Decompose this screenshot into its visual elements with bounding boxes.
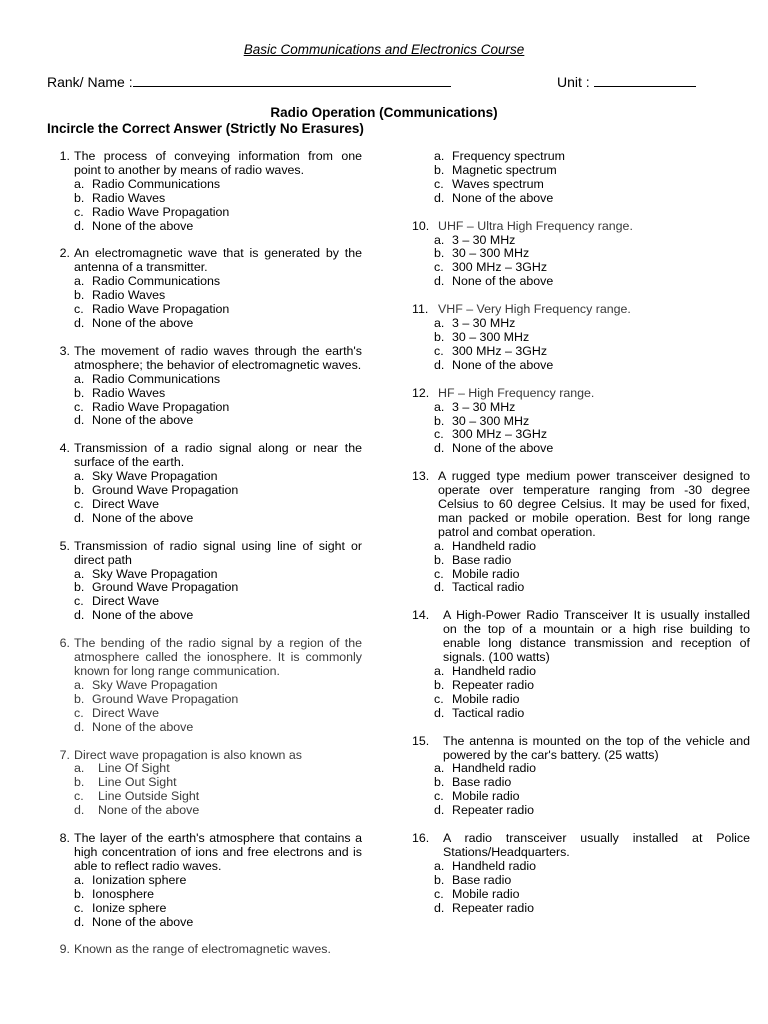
option-c[interactable] bbox=[74, 902, 362, 916]
option-text: 3 – 30 MHz bbox=[452, 232, 516, 247]
question-10 bbox=[412, 220, 750, 290]
option-b[interactable] bbox=[434, 554, 750, 568]
right-column bbox=[412, 150, 750, 930]
option-text: None of the above bbox=[92, 413, 194, 428]
option-text: 3 – 30 MHz bbox=[452, 399, 516, 414]
question-number: 3. bbox=[59, 343, 70, 358]
option-c[interactable] bbox=[434, 345, 750, 359]
option-letter: a. bbox=[74, 566, 85, 581]
option-letter: c. bbox=[74, 496, 84, 511]
option-b[interactable] bbox=[74, 776, 362, 790]
option-letter: d. bbox=[434, 803, 445, 818]
option-d[interactable] bbox=[434, 192, 750, 206]
option-d[interactable] bbox=[434, 707, 750, 721]
question-stem: Transmission of radio signal using line of sight or direct path bbox=[74, 538, 362, 567]
option-letter: b. bbox=[74, 483, 85, 498]
option-a[interactable] bbox=[434, 762, 750, 776]
option-text: Radio Communications bbox=[92, 274, 221, 289]
option-list bbox=[48, 373, 362, 429]
option-text: Sky Wave Propagation bbox=[92, 677, 218, 692]
option-text: None of the above bbox=[452, 274, 554, 289]
option-letter: b. bbox=[74, 190, 85, 205]
question-7 bbox=[48, 749, 362, 819]
option-letter: c. bbox=[74, 705, 84, 720]
option-letter: b. bbox=[434, 872, 445, 887]
option-letter: d. bbox=[74, 315, 85, 330]
question-2 bbox=[48, 247, 362, 330]
option-text: Radio Waves bbox=[92, 190, 166, 205]
option-letter: b. bbox=[434, 329, 445, 344]
option-list bbox=[412, 665, 750, 721]
option-letter: d. bbox=[434, 705, 445, 720]
question-number: 1. bbox=[59, 149, 70, 163]
question-number: 12. bbox=[412, 385, 430, 400]
option-c[interactable] bbox=[434, 261, 750, 275]
question-12 bbox=[412, 387, 750, 457]
option-text: Radio Wave Propagation bbox=[92, 399, 230, 414]
option-a[interactable] bbox=[74, 679, 362, 693]
option-text: Waves spectrum bbox=[452, 176, 544, 191]
option-letter: a. bbox=[434, 399, 445, 414]
question-number: 15. bbox=[412, 733, 430, 748]
option-d[interactable] bbox=[74, 512, 362, 526]
question-1 bbox=[48, 150, 362, 233]
option-text: Radio Communications bbox=[92, 176, 221, 191]
question-number: 5. bbox=[59, 538, 70, 553]
option-text: None of the above bbox=[452, 357, 554, 372]
option-b[interactable] bbox=[434, 415, 750, 429]
option-list bbox=[412, 540, 750, 596]
option-text: 30 – 300 MHz bbox=[452, 413, 530, 428]
option-list bbox=[48, 470, 362, 526]
option-letter: d. bbox=[434, 357, 445, 372]
option-letter: c. bbox=[74, 204, 84, 219]
course-title: Basic Communications and Electronics Course bbox=[243, 42, 525, 57]
question-stem: The process of conveying information from one point to another by means of radio waves. bbox=[74, 149, 362, 177]
instruction-text: Incircle the Correct Answer (Strictly No Erasures) bbox=[47, 121, 364, 136]
option-d[interactable] bbox=[74, 220, 362, 234]
option-letter: a. bbox=[74, 371, 85, 386]
question-5 bbox=[48, 540, 362, 623]
option-text: None of the above bbox=[92, 218, 194, 233]
option-letter: b. bbox=[74, 691, 85, 706]
option-text: Ionosphere bbox=[92, 886, 155, 901]
option-d[interactable] bbox=[434, 804, 750, 818]
option-list bbox=[412, 401, 750, 457]
option-d[interactable] bbox=[74, 721, 362, 735]
option-text: Handheld radio bbox=[452, 858, 537, 873]
option-letter: d. bbox=[434, 274, 445, 289]
question-stem: The antenna is mounted on the top of the vehicle and powered by the car's battery. (25 watts) bbox=[443, 733, 750, 762]
option-letter: d. bbox=[74, 218, 85, 233]
question-8 bbox=[48, 832, 362, 929]
option-letter: a. bbox=[74, 872, 85, 887]
option-letter: c. bbox=[74, 900, 84, 915]
option-c[interactable] bbox=[74, 303, 362, 317]
option-letter: d. bbox=[74, 608, 85, 623]
option-text: None of the above bbox=[92, 608, 194, 623]
option-letter: b. bbox=[434, 552, 445, 567]
option-letter: d. bbox=[74, 510, 85, 525]
option-list bbox=[412, 762, 750, 818]
option-letter: b. bbox=[74, 288, 85, 303]
option-text: Frequency spectrum bbox=[452, 149, 565, 163]
option-letter: a. bbox=[434, 761, 445, 776]
option-letter: a. bbox=[74, 176, 85, 191]
option-b[interactable] bbox=[74, 693, 362, 707]
option-a[interactable] bbox=[434, 540, 750, 554]
option-a[interactable] bbox=[434, 150, 750, 164]
option-letter: d. bbox=[74, 719, 85, 734]
question-number: 2. bbox=[59, 246, 70, 261]
option-b[interactable] bbox=[434, 874, 750, 888]
option-text: 300 MHz – 3GHz bbox=[452, 260, 548, 275]
option-b[interactable] bbox=[74, 484, 362, 498]
option-text: Tactical radio bbox=[452, 580, 525, 595]
option-c[interactable] bbox=[74, 206, 362, 220]
option-letter: b. bbox=[74, 775, 85, 790]
option-text: Radio Wave Propagation bbox=[92, 302, 230, 317]
option-b[interactable] bbox=[434, 164, 750, 178]
question-15 bbox=[412, 735, 750, 818]
option-a[interactable] bbox=[74, 470, 362, 484]
option-text: Radio Waves bbox=[92, 288, 166, 303]
unit-label: Unit : bbox=[557, 74, 590, 90]
option-c[interactable] bbox=[74, 498, 362, 512]
option-a[interactable] bbox=[74, 762, 362, 776]
question-number: 16. bbox=[412, 831, 430, 846]
option-a[interactable] bbox=[74, 178, 362, 192]
option-letter: d. bbox=[434, 441, 445, 456]
option-list bbox=[48, 568, 362, 624]
option-letter: a. bbox=[74, 677, 85, 692]
option-a[interactable] bbox=[434, 234, 750, 248]
option-letter: a. bbox=[74, 274, 85, 289]
question-stem: A radio transceiver usually installed at Police Stations/Headquarters. bbox=[443, 831, 750, 859]
option-letter: b. bbox=[434, 775, 445, 790]
question-9 bbox=[48, 943, 362, 957]
question-13 bbox=[412, 470, 750, 595]
question-stem: A High-Power Radio Transceiver It is usually installed on the top of a mountain or a high rise building to enable long distance transmission and reception of signals. (100 watts) bbox=[443, 608, 750, 665]
option-letter: c. bbox=[74, 789, 84, 804]
option-letter: a. bbox=[74, 469, 85, 484]
option-text: Ground Wave Propagation bbox=[92, 691, 239, 706]
option-b[interactable] bbox=[434, 776, 750, 790]
rank-name-field[interactable] bbox=[47, 73, 451, 90]
question-16 bbox=[412, 832, 750, 915]
option-letter: a. bbox=[434, 538, 445, 553]
option-b[interactable] bbox=[434, 679, 750, 693]
option-d[interactable] bbox=[434, 902, 750, 916]
option-letter: b. bbox=[74, 886, 85, 901]
option-letter: b. bbox=[74, 580, 85, 595]
option-text: Direct Wave bbox=[92, 594, 160, 609]
option-c[interactable] bbox=[74, 707, 362, 721]
option-text: None of the above bbox=[92, 914, 194, 929]
question-number: 6. bbox=[59, 636, 70, 651]
option-text: Radio Waves bbox=[92, 385, 166, 400]
option-letter: d. bbox=[74, 803, 85, 818]
option-text: Mobile radio bbox=[452, 691, 520, 706]
option-letter: a. bbox=[74, 761, 85, 776]
option-text: None of the above bbox=[92, 719, 194, 734]
option-text: Repeater radio bbox=[452, 900, 534, 915]
option-letter: c. bbox=[434, 343, 444, 358]
option-text: Magnetic spectrum bbox=[452, 162, 557, 177]
option-a[interactable] bbox=[74, 568, 362, 582]
question-stem: VHF – Very High Frequency range. bbox=[438, 302, 631, 317]
option-letter: b. bbox=[434, 162, 445, 177]
option-letter: a. bbox=[434, 858, 445, 873]
rank-name-label: Rank/ Name : bbox=[47, 74, 133, 90]
option-letter: d. bbox=[74, 914, 85, 929]
option-text: Handheld radio bbox=[452, 761, 537, 776]
option-c[interactable] bbox=[74, 595, 362, 609]
option-text: None of the above bbox=[452, 190, 554, 205]
option-d[interactable] bbox=[434, 359, 750, 373]
option-list bbox=[48, 178, 362, 234]
option-b[interactable] bbox=[74, 581, 362, 595]
option-letter: d. bbox=[74, 413, 85, 428]
question-3 bbox=[48, 345, 362, 428]
option-d[interactable] bbox=[74, 317, 362, 331]
option-text: Mobile radio bbox=[452, 789, 520, 804]
option-b[interactable] bbox=[434, 247, 750, 261]
option-letter: c. bbox=[434, 260, 444, 275]
option-d[interactable] bbox=[434, 581, 750, 595]
option-b[interactable] bbox=[434, 331, 750, 345]
option-text: None of the above bbox=[452, 441, 554, 456]
option-d[interactable] bbox=[74, 916, 362, 930]
option-letter: c. bbox=[434, 691, 444, 706]
option-b[interactable] bbox=[74, 289, 362, 303]
option-text: Line Outside Sight bbox=[98, 789, 200, 804]
option-list bbox=[412, 860, 750, 916]
question-stem: The layer of the earth's atmosphere that contains a high concentration of ions and free electrons and is able to reflect radio waves. bbox=[74, 831, 362, 873]
option-letter: c. bbox=[434, 427, 444, 442]
option-c[interactable] bbox=[434, 178, 750, 192]
rank-name-blank[interactable] bbox=[133, 73, 451, 87]
option-text: Line Of Sight bbox=[98, 761, 170, 776]
option-a[interactable] bbox=[74, 373, 362, 387]
option-letter: d. bbox=[434, 900, 445, 915]
question-stem: An electromagnetic wave that is generated by the antenna of a transmitter. bbox=[74, 246, 362, 275]
option-letter: b. bbox=[434, 413, 445, 428]
question-9-options bbox=[412, 150, 750, 206]
option-c[interactable] bbox=[434, 888, 750, 902]
option-text: Radio Wave Propagation bbox=[92, 204, 230, 219]
question-number: 7. bbox=[59, 747, 70, 762]
option-text: Radio Communications bbox=[92, 371, 221, 386]
option-text: None of the above bbox=[98, 803, 200, 818]
unit-blank[interactable] bbox=[594, 73, 696, 87]
option-text: Direct Wave bbox=[92, 705, 160, 720]
option-text: 300 MHz – 3GHz bbox=[452, 343, 548, 358]
option-text: Base radio bbox=[452, 552, 512, 567]
question-stem: Transmission of a radio signal along or near the surface of the earth. bbox=[74, 441, 362, 470]
question-stem: The movement of radio waves through the earth's atmosphere; the behavior of electromagnetic waves. bbox=[74, 343, 362, 372]
option-letter: c. bbox=[74, 594, 84, 609]
option-text: None of the above bbox=[92, 315, 194, 330]
option-text: Handheld radio bbox=[452, 664, 537, 678]
option-text: 30 – 300 MHz bbox=[452, 246, 530, 261]
option-b[interactable] bbox=[74, 192, 362, 206]
option-list bbox=[48, 679, 362, 735]
option-a[interactable] bbox=[74, 275, 362, 289]
option-text: 3 – 30 MHz bbox=[452, 316, 516, 331]
option-letter: c. bbox=[434, 176, 444, 191]
option-letter: c. bbox=[74, 302, 84, 317]
option-letter: c. bbox=[74, 399, 84, 414]
option-letter: c. bbox=[434, 886, 444, 901]
question-number: 10. bbox=[412, 218, 430, 233]
question-number: 9. bbox=[59, 942, 70, 957]
question-stem: Known as the range of electromagnetic waves. bbox=[74, 942, 331, 957]
option-text: 30 – 300 MHz bbox=[452, 329, 530, 344]
option-text: Line Out Sight bbox=[98, 775, 177, 790]
option-list bbox=[48, 874, 362, 930]
option-a[interactable] bbox=[434, 401, 750, 415]
question-stem: HF – High Frequency range. bbox=[438, 385, 595, 400]
question-stem: The bending of the radio signal by a region of the atmosphere called the ionosphere. It is commonly known for long range communication. bbox=[74, 636, 362, 678]
question-4 bbox=[48, 442, 362, 525]
left-column bbox=[48, 150, 362, 971]
option-text: Handheld radio bbox=[452, 538, 537, 553]
question-stem: A rugged type medium power transceiver designed to operate over temperature ranging from -30 degree Celsius to 60 degree Celsius. It may be used for fixed, man packed or mobile operation. Best for long range patrol and combat operation. bbox=[438, 469, 750, 539]
option-letter: a. bbox=[434, 664, 445, 678]
option-d[interactable] bbox=[74, 609, 362, 623]
option-text: Mobile radio bbox=[452, 886, 520, 901]
question-14 bbox=[412, 609, 750, 720]
option-list bbox=[412, 234, 750, 290]
option-letter: b. bbox=[434, 246, 445, 261]
question-number: 14. bbox=[412, 608, 430, 623]
option-letter: b. bbox=[74, 385, 85, 400]
option-text: Ground Wave Propagation bbox=[92, 483, 239, 498]
option-d[interactable] bbox=[434, 442, 750, 456]
option-text: Base radio bbox=[452, 775, 512, 790]
option-text: Base radio bbox=[452, 872, 512, 887]
question-number: 11. bbox=[412, 302, 429, 317]
option-text: Ionize sphere bbox=[92, 900, 167, 915]
option-text: None of the above bbox=[92, 510, 194, 525]
option-list bbox=[412, 317, 750, 373]
option-text: Tactical radio bbox=[452, 705, 525, 720]
option-text: Mobile radio bbox=[452, 566, 520, 581]
option-letter: c. bbox=[434, 789, 444, 804]
option-letter: d. bbox=[434, 190, 445, 205]
option-letter: d. bbox=[434, 580, 445, 595]
option-letter: a. bbox=[434, 149, 445, 163]
option-c[interactable] bbox=[434, 790, 750, 804]
option-a[interactable] bbox=[74, 874, 362, 888]
option-list bbox=[48, 762, 362, 818]
option-d[interactable] bbox=[434, 275, 750, 289]
option-d[interactable] bbox=[74, 414, 362, 428]
question-stem: Direct wave propagation is also known as bbox=[74, 747, 302, 762]
option-text: Repeater radio bbox=[452, 803, 534, 818]
section-title: Radio Operation (Communications) bbox=[270, 105, 498, 120]
question-number: 13. bbox=[412, 469, 430, 484]
option-list bbox=[48, 275, 362, 331]
option-c[interactable] bbox=[434, 693, 750, 707]
question-6 bbox=[48, 637, 362, 734]
option-text: Sky Wave Propagation bbox=[92, 566, 218, 581]
option-text: Ground Wave Propagation bbox=[92, 580, 239, 595]
option-a[interactable] bbox=[434, 665, 750, 679]
option-text: Sky Wave Propagation bbox=[92, 469, 218, 484]
option-letter: a. bbox=[434, 316, 445, 331]
option-c[interactable] bbox=[434, 428, 750, 442]
option-text: 300 MHz – 3GHz bbox=[452, 427, 548, 442]
option-text: Repeater radio bbox=[452, 677, 534, 692]
question-number: 4. bbox=[59, 441, 70, 456]
question-stem: UHF – Ultra High Frequency range. bbox=[438, 218, 633, 233]
option-letter: c. bbox=[434, 566, 444, 581]
question-11 bbox=[412, 303, 750, 373]
option-d[interactable] bbox=[74, 804, 362, 818]
option-text: Ionization sphere bbox=[92, 872, 187, 887]
question-number: 8. bbox=[59, 831, 70, 846]
option-list bbox=[412, 150, 750, 206]
option-c[interactable] bbox=[434, 568, 750, 582]
option-c[interactable] bbox=[74, 401, 362, 415]
option-a[interactable] bbox=[434, 317, 750, 331]
option-a[interactable] bbox=[434, 860, 750, 874]
option-text: Direct Wave bbox=[92, 496, 160, 511]
unit-field[interactable] bbox=[557, 73, 696, 90]
option-b[interactable] bbox=[74, 387, 362, 401]
option-b[interactable] bbox=[74, 888, 362, 902]
option-c[interactable] bbox=[74, 790, 362, 804]
option-letter: b. bbox=[434, 677, 445, 692]
option-letter: a. bbox=[434, 232, 445, 247]
